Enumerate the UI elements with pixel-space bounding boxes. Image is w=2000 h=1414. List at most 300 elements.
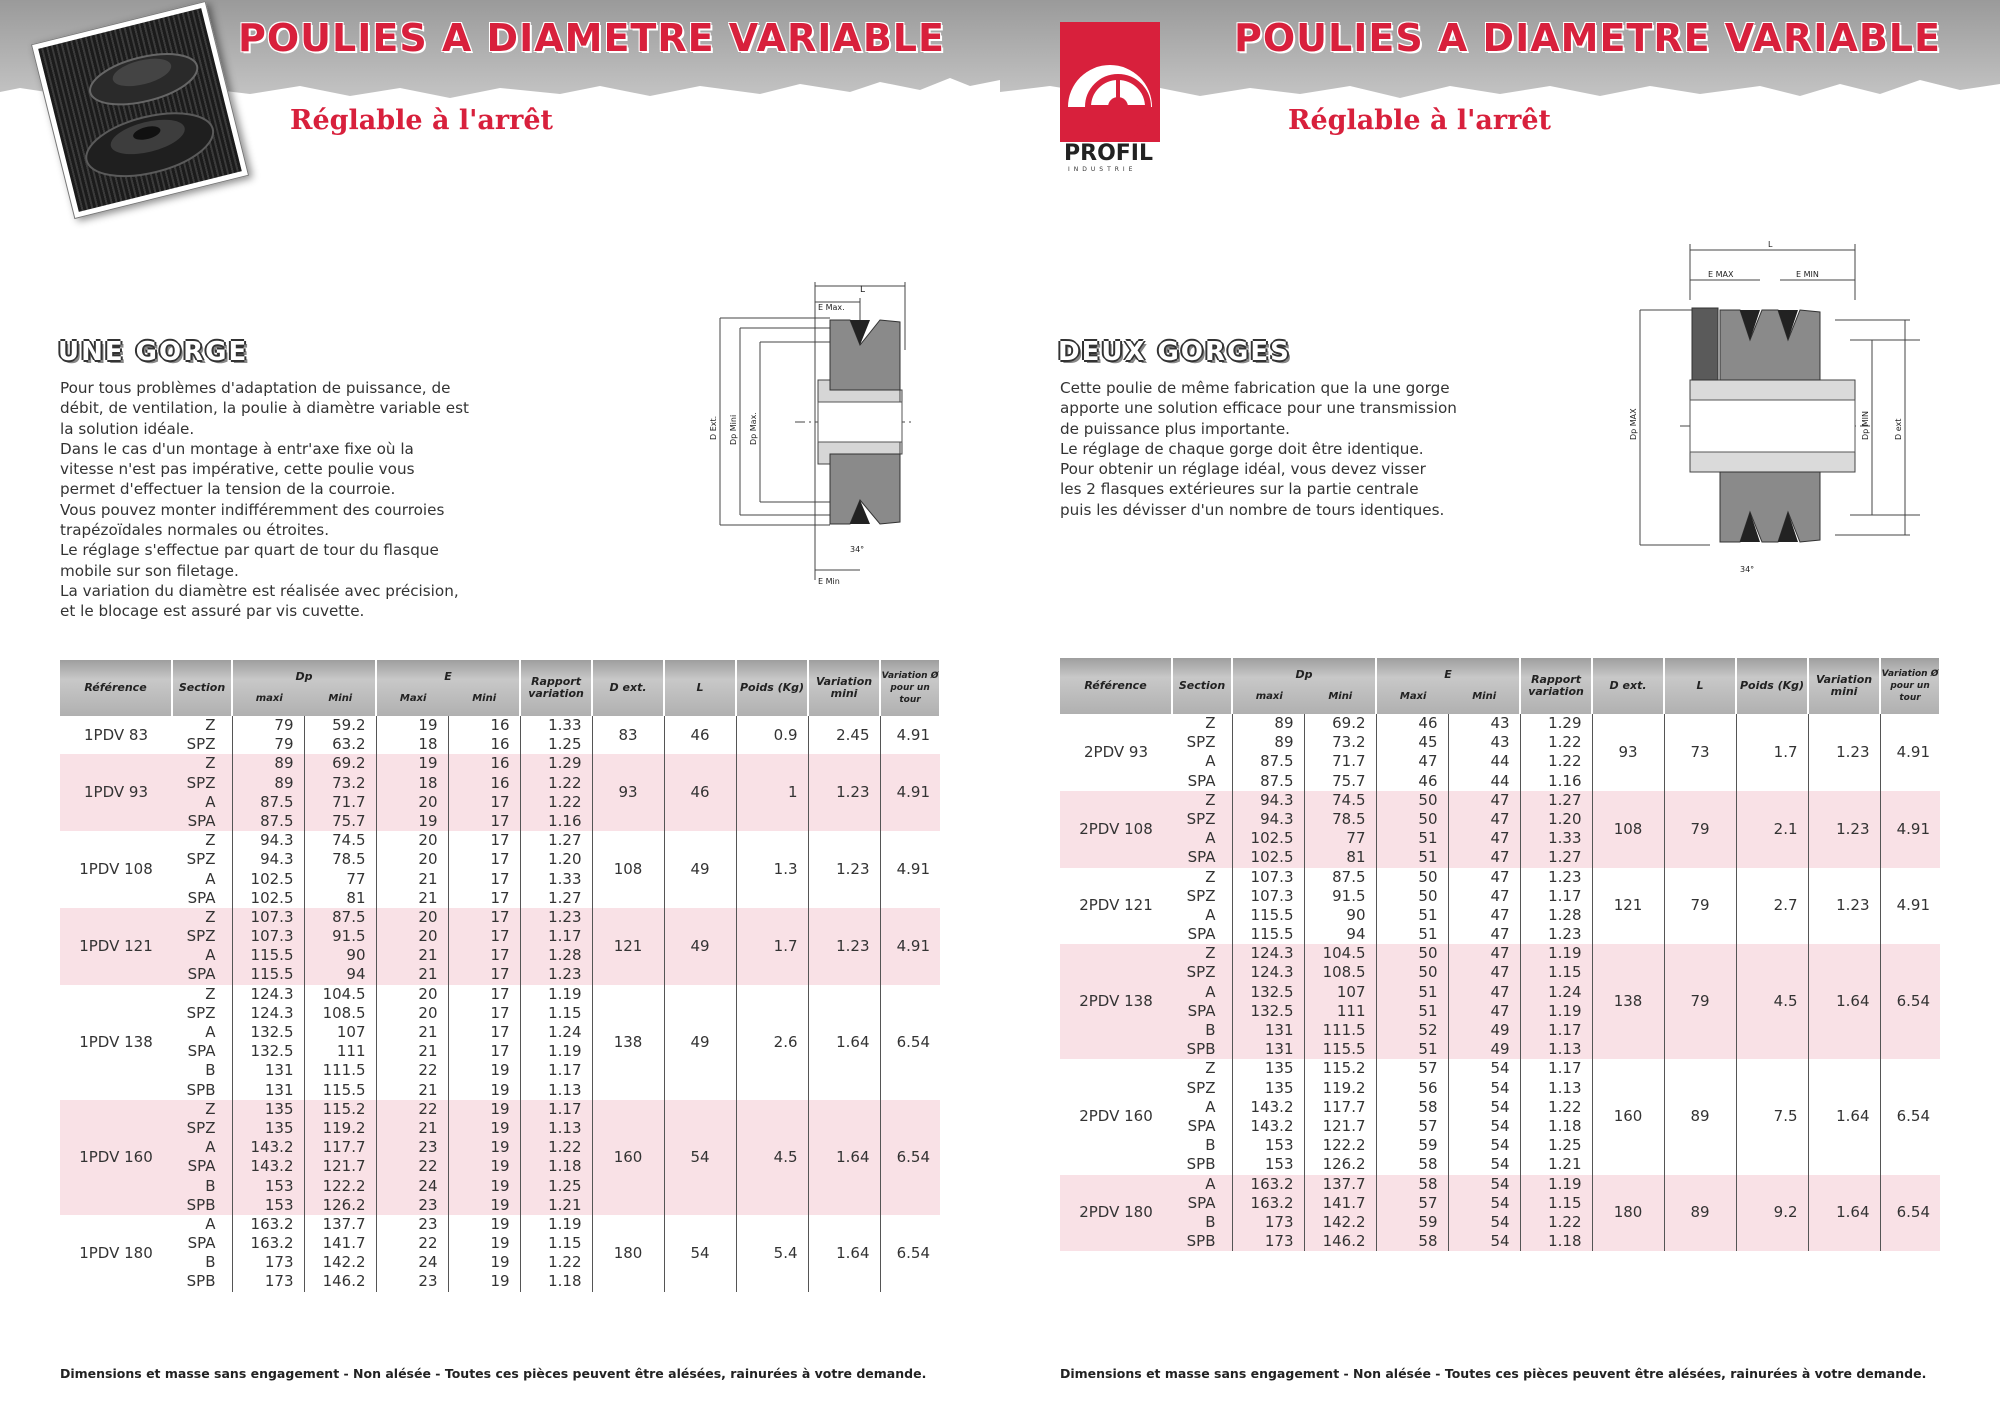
reference-value: 1PDV 138 <box>79 1032 153 1051</box>
dp-maxi-value: 131 <box>264 1080 294 1099</box>
dp-mini-value: 81 <box>346 888 366 907</box>
cell-d-ext <box>592 716 664 754</box>
e-maxi-value: 45 <box>1418 733 1438 752</box>
description-line: de puissance plus importante. <box>1060 419 1291 438</box>
section-value: SPZ <box>186 850 216 869</box>
rapport-value: 1.28 <box>548 946 582 965</box>
cell-rapport <box>520 716 592 754</box>
l-value: 89 <box>1690 1203 1710 1222</box>
header-dp-label: Dp <box>1295 668 1313 681</box>
section-value: SPA <box>187 1234 216 1253</box>
dp-maxi-value: 124.3 <box>1250 944 1294 963</box>
dp-maxi-value: 115.5 <box>250 946 294 965</box>
cell-variation-tour <box>1880 944 1940 1059</box>
e-mini-value: 16 <box>490 716 510 734</box>
section-title: DEUX GORGES <box>1058 337 1291 367</box>
subtitle: Réglable à l'arrêt <box>1288 105 1551 136</box>
dp-mini-value: 74.5 <box>332 831 366 850</box>
poids-value: 1.7 <box>773 936 798 955</box>
rapport-value: 1.27 <box>548 888 582 907</box>
header-dp-mini: Mini <box>1328 691 1353 702</box>
rapport-value: 1.22 <box>1548 752 1582 771</box>
rapport-value: 1.29 <box>548 754 582 773</box>
rapport-value: 1.16 <box>548 811 582 830</box>
label-e-min: E Min <box>818 577 840 586</box>
cell-dp-mini <box>1304 944 1376 1059</box>
dp-maxi-value: 107.3 <box>1250 886 1294 905</box>
reference-value: 2PDV 180 <box>1079 1203 1153 1222</box>
cell-dp-mini <box>1304 714 1376 791</box>
section-value: Z <box>205 716 216 734</box>
e-maxi-value: 22 <box>418 1157 438 1176</box>
cell-section <box>1172 944 1232 1059</box>
dp-mini-value: 107 <box>1336 982 1366 1001</box>
e-mini-value: 17 <box>490 946 510 965</box>
dp-maxi-value: 132.5 <box>250 1023 294 1041</box>
e-maxi-value: 21 <box>418 946 438 965</box>
dp-maxi-value: 124.3 <box>250 984 294 1003</box>
section-value: A <box>1205 905 1216 924</box>
section-value: Z <box>205 754 216 773</box>
dp-mini-value: 77 <box>346 869 366 888</box>
section-value: A <box>205 869 216 888</box>
rapport-value: 1.13 <box>1548 1078 1582 1097</box>
spec-table-two-grooves <box>1060 658 1941 1251</box>
poids-value: 4.5 <box>1773 992 1798 1011</box>
section-value: SPZ <box>186 735 216 754</box>
e-maxi-value: 58 <box>1418 1155 1438 1174</box>
dp-mini-value: 94 <box>1346 925 1366 944</box>
dp-maxi-value: 143.2 <box>250 1138 294 1157</box>
cell-reference <box>60 908 172 985</box>
header-dp-maxi: maxi <box>1255 691 1283 702</box>
dp-maxi-value: 132.5 <box>250 1042 294 1061</box>
header-e <box>376 660 520 716</box>
poids-value: 7.5 <box>1773 1107 1798 1126</box>
rapport-value: 1.24 <box>1548 982 1582 1001</box>
dp-mini-value: 63.2 <box>332 735 366 754</box>
section-value: SPB <box>1186 1232 1216 1251</box>
rapport-value: 1.27 <box>1548 848 1582 867</box>
section-value: SPZ <box>186 1118 216 1137</box>
e-maxi-value: 57 <box>1418 1193 1438 1212</box>
rapport-value: 1.13 <box>1548 1040 1582 1059</box>
dp-mini-value: 90 <box>1346 905 1366 924</box>
cell-reference <box>1060 944 1172 1059</box>
cell-section <box>1172 1175 1232 1252</box>
cell-e-maxi <box>1376 868 1448 945</box>
e-mini-value: 16 <box>490 735 510 754</box>
section-value: B <box>1205 1021 1216 1039</box>
cell-dp-maxi <box>1232 868 1304 945</box>
d-ext-value: 121 <box>1613 896 1643 915</box>
header-l: L <box>1664 658 1736 714</box>
l-value: 46 <box>690 783 710 802</box>
rapport-value: 1.18 <box>548 1157 582 1176</box>
section-value: SPA <box>1187 1116 1216 1135</box>
cell-poids <box>736 716 808 754</box>
header-e-label: E <box>1444 668 1452 681</box>
label-l: L <box>1768 240 1773 249</box>
header-e-maxi: Maxi <box>1399 691 1427 702</box>
e-mini-value: 54 <box>1490 1136 1510 1155</box>
section-value: Z <box>1205 1059 1216 1078</box>
rapport-value: 1.13 <box>548 1118 582 1137</box>
e-mini-value: 17 <box>490 850 510 869</box>
dp-mini-value: 126.2 <box>1322 1155 1366 1174</box>
variation-mini-value: 1.64 <box>1836 1203 1870 1222</box>
cell-l <box>1664 1059 1736 1174</box>
e-mini-value: 19 <box>490 1157 510 1176</box>
cell-section <box>172 985 232 1100</box>
cell-l <box>1664 714 1736 791</box>
cell-section <box>1172 868 1232 945</box>
cell-e-maxi <box>376 908 448 985</box>
cell-d-ext <box>592 1100 664 1215</box>
poids-value: 1.3 <box>773 859 798 878</box>
rapport-value: 1.25 <box>1548 1136 1582 1155</box>
description-line: Cette poulie de même fabrication que la une gorge <box>1060 379 1450 397</box>
rapport-value: 1.17 <box>1548 1021 1582 1039</box>
rapport-value: 1.22 <box>1548 733 1582 752</box>
label-e-min: E MIN <box>1796 270 1819 279</box>
variation-tour-value: 6.54 <box>1896 1107 1931 1126</box>
section-value: SPZ <box>1186 809 1216 828</box>
cell-dp-maxi <box>232 1215 304 1292</box>
dp-mini-value: 71.7 <box>332 792 366 811</box>
section-value: SPA <box>187 888 216 907</box>
dp-mini-value: 146.2 <box>1322 1232 1366 1251</box>
dp-maxi-value: 115.5 <box>1250 905 1294 924</box>
e-maxi-value: 21 <box>418 888 438 907</box>
cell-l <box>664 754 736 831</box>
description-line: Le réglage s'effectue par quart de tour du flasque <box>60 541 439 560</box>
dp-mini-value: 119.2 <box>1322 1078 1366 1097</box>
cell-rapport <box>520 908 592 985</box>
rapport-value: 1.19 <box>1548 1174 1582 1193</box>
cell-dp-mini <box>304 985 376 1100</box>
cell-d-ext <box>592 1215 664 1292</box>
cell-poids <box>736 754 808 831</box>
e-maxi-value: 19 <box>418 811 438 830</box>
dp-mini-value: 115.2 <box>1322 1059 1366 1078</box>
description-line: Pour tous problèmes d'adaptation de puissance, de <box>60 379 451 397</box>
description-line: débit, de ventilation, la poulie à diamètre variable est <box>60 399 469 418</box>
e-mini-value: 47 <box>1490 886 1510 905</box>
variation-tour-value: 4.91 <box>896 859 931 878</box>
e-mini-value: 47 <box>1490 963 1510 982</box>
e-maxi-value: 24 <box>418 1253 438 1272</box>
dp-maxi-value: 132.5 <box>1250 982 1294 1001</box>
label-dp-min: Dp MIN <box>1861 410 1870 440</box>
cell-variation-mini <box>1808 1059 1880 1174</box>
dp-mini-value: 90 <box>346 946 366 965</box>
rapport-value: 1.33 <box>1548 829 1582 848</box>
cell-e-mini <box>448 754 520 831</box>
table-header <box>1060 658 1940 714</box>
section-value: SPA <box>1187 1193 1216 1212</box>
cell-dp-mini <box>304 1215 376 1292</box>
e-mini-value: 17 <box>490 831 510 850</box>
e-mini-value: 17 <box>490 888 510 907</box>
e-mini-value: 47 <box>1490 848 1510 867</box>
cell-e-mini <box>1448 791 1520 868</box>
e-maxi-value: 23 <box>418 1138 438 1157</box>
e-maxi-value: 51 <box>1418 905 1438 924</box>
e-mini-value: 47 <box>1490 1001 1510 1020</box>
dp-maxi-value: 131 <box>1264 1040 1294 1059</box>
reference-value: 2PDV 121 <box>1079 896 1153 915</box>
table-row <box>1060 1059 1940 1174</box>
cell-dp-mini <box>1304 1059 1376 1174</box>
rapport-value: 1.23 <box>1548 867 1582 886</box>
cell-variation-mini <box>808 716 880 754</box>
cell-e-mini <box>1448 944 1520 1059</box>
rapport-value: 1.24 <box>548 1023 582 1041</box>
variation-mini-value: 1.23 <box>836 859 870 878</box>
cell-variation-tour <box>880 754 940 831</box>
double-groove-diagram <box>1620 240 1920 580</box>
rapport-value: 1.23 <box>548 965 582 984</box>
table-row <box>60 1100 940 1215</box>
e-maxi-value: 19 <box>418 754 438 773</box>
rapport-value: 1.27 <box>548 831 582 850</box>
e-mini-value: 47 <box>1490 867 1510 886</box>
e-maxi-value: 50 <box>1418 944 1438 963</box>
dp-maxi-value: 79 <box>274 716 294 734</box>
header-reference: Référence <box>60 660 172 716</box>
dp-mini-value: 74.5 <box>1332 790 1366 809</box>
d-ext-value: 121 <box>613 936 643 955</box>
header-dp <box>1232 658 1376 714</box>
rapport-value: 1.15 <box>1548 1193 1582 1212</box>
dp-mini-value: 91.5 <box>1332 886 1366 905</box>
dp-mini-value: 117.7 <box>322 1138 366 1157</box>
cell-e-maxi <box>1376 1059 1448 1174</box>
pulley-illustration <box>38 8 242 212</box>
reference-value: 1PDV 160 <box>79 1147 153 1166</box>
cell-variation-mini <box>1808 868 1880 945</box>
dp-mini-value: 73.2 <box>332 773 366 792</box>
cell-d-ext <box>592 831 664 908</box>
poids-value: 1 <box>787 783 798 802</box>
variation-mini-value: 1.23 <box>836 783 870 802</box>
cell-dp-mini <box>304 908 376 985</box>
dp-mini-value: 69.2 <box>1332 714 1366 732</box>
e-maxi-value: 24 <box>418 1176 438 1195</box>
rapport-value: 1.19 <box>1548 944 1582 963</box>
e-maxi-value: 57 <box>1418 1059 1438 1078</box>
dp-mini-value: 137.7 <box>322 1214 366 1233</box>
label-d-ext: D ext <box>1894 418 1903 440</box>
cell-variation-tour <box>1880 1175 1940 1252</box>
cell-dp-maxi <box>232 716 304 754</box>
e-maxi-value: 56 <box>1418 1078 1438 1097</box>
rapport-value: 1.29 <box>1548 714 1582 732</box>
rapport-value: 1.22 <box>548 773 582 792</box>
cell-reference <box>60 754 172 831</box>
rapport-value: 1.19 <box>548 1214 582 1233</box>
label-angle: 34° <box>1740 565 1755 574</box>
dp-mini-value: 146.2 <box>322 1272 366 1291</box>
right-page <box>1000 0 2000 1414</box>
rapport-value: 1.22 <box>1548 1212 1582 1231</box>
e-mini-value: 19 <box>490 1061 510 1080</box>
dp-maxi-value: 94.3 <box>1260 809 1294 828</box>
e-maxi-value: 50 <box>1418 963 1438 982</box>
section-value: B <box>1205 1136 1216 1155</box>
table-row <box>1060 1175 1940 1252</box>
header-variation-mini: Variation mini <box>808 660 880 716</box>
cell-e-maxi <box>1376 1175 1448 1252</box>
label-e-max: E Max. <box>818 303 845 312</box>
cell-rapport <box>1520 1175 1592 1252</box>
e-maxi-value: 51 <box>1418 1001 1438 1020</box>
section-value: SPA <box>1187 925 1216 944</box>
dp-maxi-value: 135 <box>264 1118 294 1137</box>
dp-maxi-value: 173 <box>1264 1232 1294 1251</box>
variation-mini-value: 1.64 <box>836 1147 870 1166</box>
section-value: Z <box>205 907 216 926</box>
cell-variation-mini <box>1808 944 1880 1059</box>
section-value: SPZ <box>186 1003 216 1022</box>
cell-variation-mini <box>808 831 880 908</box>
dp-maxi-value: 163.2 <box>1250 1174 1294 1193</box>
section-value: SPA <box>1187 771 1216 790</box>
cell-dp-mini <box>304 754 376 831</box>
poids-value: 9.2 <box>1773 1203 1798 1222</box>
e-maxi-value: 51 <box>1418 925 1438 944</box>
banner-title: POULIES A DIAMETRE VARIABLE <box>1234 16 1941 60</box>
label-dp-mini: Dp Mini <box>729 414 738 445</box>
dp-maxi-value: 89 <box>1274 733 1294 752</box>
dp-mini-value: 115.2 <box>322 1099 366 1118</box>
dp-maxi-value: 115.5 <box>1250 925 1294 944</box>
d-ext-value: 93 <box>618 783 638 802</box>
cell-variation-mini <box>1808 791 1880 868</box>
label-angle: 34° <box>850 545 865 554</box>
cell-d-ext <box>592 754 664 831</box>
table-row <box>60 908 940 985</box>
description-line: mobile sur son filetage. <box>60 561 239 580</box>
e-mini-value: 19 <box>490 1099 510 1118</box>
cell-dp-maxi <box>1232 791 1304 868</box>
e-mini-value: 19 <box>490 1214 510 1233</box>
l-value: 46 <box>690 725 710 744</box>
reference-value: 1PDV 83 <box>84 725 148 744</box>
table-row <box>1060 944 1940 1059</box>
rapport-value: 1.15 <box>548 1003 582 1022</box>
rapport-value: 1.28 <box>1548 905 1582 924</box>
variation-mini-value: 2.45 <box>836 725 870 744</box>
cell-l <box>664 1215 736 1292</box>
cell-dp-maxi <box>1232 1059 1304 1174</box>
section-value: A <box>1205 1174 1216 1193</box>
l-value: 79 <box>1690 819 1710 838</box>
logo-subtext: INDUSTRIE <box>1068 166 1137 172</box>
dp-maxi-value: 143.2 <box>250 1157 294 1176</box>
cell-dp-maxi <box>1232 944 1304 1059</box>
cell-variation-mini <box>808 1215 880 1292</box>
e-mini-value: 17 <box>490 869 510 888</box>
e-mini-value: 47 <box>1490 944 1510 963</box>
rapport-value: 1.33 <box>548 716 582 734</box>
e-mini-value: 54 <box>1490 1078 1510 1097</box>
rapport-value: 1.23 <box>548 907 582 926</box>
header-rapport: Rapport variation <box>520 660 592 716</box>
cell-e-maxi <box>1376 944 1448 1059</box>
dp-maxi-value: 79 <box>274 735 294 754</box>
header-variation-mini: Variation mini <box>1808 658 1880 714</box>
d-ext-value: 83 <box>618 725 638 744</box>
e-maxi-value: 22 <box>418 1099 438 1118</box>
dp-mini-value: 75.7 <box>332 811 366 830</box>
cell-section <box>172 754 232 831</box>
cell-rapport <box>1520 944 1592 1059</box>
e-mini-value: 17 <box>490 907 510 926</box>
section-value: SPZ <box>1186 963 1216 982</box>
banner-title: POULIES A DIAMETRE VARIABLE <box>238 16 945 60</box>
header-section: Section <box>172 660 232 716</box>
table-row <box>1060 868 1940 945</box>
rapport-value: 1.18 <box>1548 1116 1582 1135</box>
e-maxi-value: 21 <box>418 1080 438 1099</box>
l-value: 79 <box>1690 992 1710 1011</box>
cell-d-ext <box>592 985 664 1100</box>
dp-maxi-value: 163.2 <box>1250 1193 1294 1212</box>
cell-section <box>172 908 232 985</box>
cell-l <box>1664 791 1736 868</box>
header-rapport: Rapport variation <box>1520 658 1592 714</box>
section-value: SPZ <box>186 773 216 792</box>
description-line: Dans le cas d'un montage à entr'axe fixe où la <box>60 439 414 458</box>
e-maxi-value: 50 <box>1418 809 1438 828</box>
dp-mini-value: 117.7 <box>1322 1097 1366 1116</box>
cell-poids <box>736 908 808 985</box>
section-value: SPB <box>1186 1040 1216 1059</box>
table-body <box>60 716 940 1292</box>
cell-reference <box>60 831 172 908</box>
rapport-value: 1.25 <box>548 735 582 754</box>
cell-e-mini <box>1448 714 1520 791</box>
rapport-value: 1.22 <box>1548 1097 1582 1116</box>
variation-tour-value: 6.54 <box>896 1243 931 1262</box>
dp-mini-value: 108.5 <box>322 1003 366 1022</box>
cell-d-ext <box>1592 1175 1664 1252</box>
header-e-mini: Mini <box>1472 691 1497 702</box>
dp-maxi-value: 102.5 <box>250 869 294 888</box>
cell-rapport <box>520 1100 592 1215</box>
cell-e-maxi <box>376 985 448 1100</box>
dp-mini-value: 87.5 <box>1332 867 1366 886</box>
cell-variation-tour <box>1880 791 1940 868</box>
cell-section <box>1172 791 1232 868</box>
section-value: A <box>1205 982 1216 1001</box>
e-maxi-value: 50 <box>1418 867 1438 886</box>
cell-l <box>664 716 736 754</box>
cell-dp-maxi <box>232 831 304 908</box>
cell-section <box>172 831 232 908</box>
cell-variation-mini <box>1808 714 1880 791</box>
header-section: Section <box>1172 658 1232 714</box>
dp-mini-value: 111.5 <box>322 1061 366 1080</box>
e-mini-value: 47 <box>1490 982 1510 1001</box>
variation-tour-value: 6.54 <box>896 1147 931 1166</box>
cell-variation-mini <box>808 1100 880 1215</box>
e-maxi-value: 51 <box>1418 848 1438 867</box>
dp-maxi-value: 115.5 <box>250 965 294 984</box>
rapport-value: 1.18 <box>1548 1232 1582 1251</box>
